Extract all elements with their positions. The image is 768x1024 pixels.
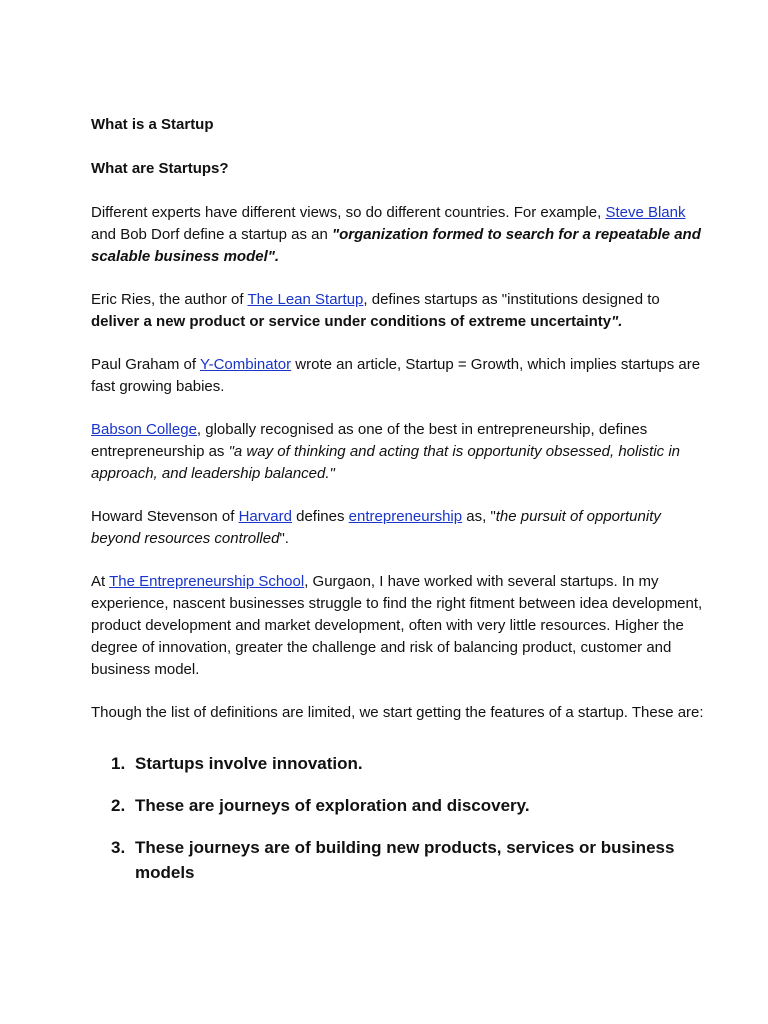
link-harvard[interactable]: Harvard	[238, 508, 292, 525]
quote-babson: "a way of thinking and acting that is opportunity obsessed, holistic in approach, and leadership balanced."	[91, 443, 681, 482]
paragraph-eric-ries	[91, 289, 708, 333]
link-entrepreneurship[interactable]: entrepreneurship	[348, 508, 463, 525]
list-item-text: Startups involve innovation.	[135, 754, 363, 773]
text-run: Paul Graham of	[91, 356, 200, 373]
quote-stevenson: the pursuit of opportunity beyond resources controlled	[91, 508, 661, 547]
section-heading: What are Startups?	[91, 160, 229, 177]
list-item	[91, 835, 708, 885]
paragraph-babson	[91, 419, 708, 485]
link-y-combinator[interactable]: Y-Combinator	[199, 356, 292, 373]
list-number: 3.	[111, 838, 126, 857]
quote-startup-definition: "organization formed to search for a repeatable and scalable business model".	[91, 226, 701, 265]
text-run: as, "	[462, 508, 496, 525]
text-run: Different experts have different views, so do different countries. For example,	[91, 204, 606, 221]
list-item	[91, 793, 708, 818]
text-run: , defines startups as "institutions designed to	[363, 291, 660, 308]
bold-definition: deliver a new product or service under conditions of extreme uncertainty	[91, 313, 612, 330]
list-item-text: These are journeys of exploration and discovery.	[135, 796, 530, 815]
link-the-lean-startup[interactable]: The Lean Startup	[247, 291, 364, 308]
text-run: defines	[291, 508, 349, 525]
link-babson-college[interactable]: Babson College	[91, 421, 197, 438]
paragraph-paul-graham	[91, 354, 708, 398]
list-item	[91, 751, 708, 776]
text-run: and Bob Dorf define a startup as an	[91, 226, 332, 243]
link-steve-blank[interactable]: Steve Blank	[605, 204, 686, 221]
text-run: , Gurgaon, I have worked with several startups. In my experience, nascent businesses struggle to find the right fitment between idea development, product development and market development, often with very little resources. Higher the degree of innovation, greater the challenge and risk of balancing product, customer and business model.	[91, 573, 703, 678]
list-item-text: These journeys are of building new products, services or business models	[135, 838, 675, 882]
quote-end: ".	[611, 313, 623, 330]
paragraph-experience	[91, 571, 708, 681]
document-title: What is a Startup	[91, 116, 214, 133]
text-run: , globally recognised as one of the best in entrepreneurship, defines entrepreneurship as	[91, 421, 648, 460]
text-run: Howard Stevenson of	[91, 508, 239, 525]
list-number: 1.	[111, 754, 126, 773]
text-run: At	[91, 573, 110, 590]
paragraph-steve-blank	[91, 202, 708, 268]
link-the-entrepreneurship-school[interactable]: The Entrepreneurship School	[109, 573, 305, 590]
text-run: Eric Ries, the author of	[91, 291, 248, 308]
list-number: 2.	[111, 796, 126, 815]
paragraph-features-intro: Though the list of definitions are limited, we start getting the features of a startup. These are:	[91, 704, 704, 721]
features-list	[91, 751, 708, 885]
text-run: wrote an article, Startup = Growth, which implies startups are fast growing babies.	[91, 356, 701, 395]
paragraph-howard-stevenson	[91, 506, 708, 550]
text-run: ".	[279, 530, 289, 547]
